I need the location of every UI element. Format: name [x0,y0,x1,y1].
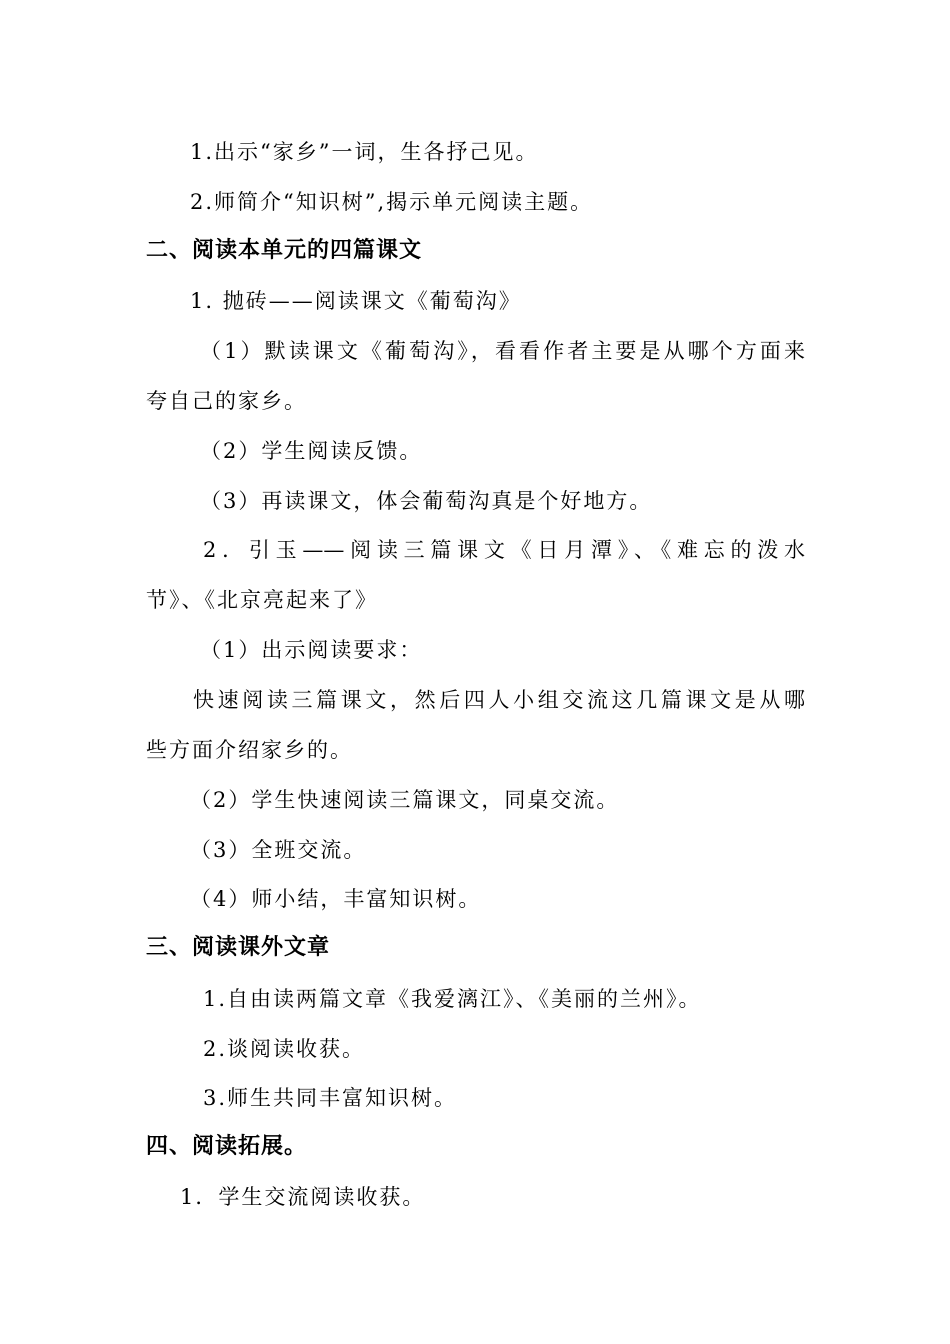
section-3-heading: 三、阅读课外文章 [146,935,331,960]
section-2-part-1-title: 1. 抛砖——阅读课文《葡萄沟》 [190,289,522,313]
section-2-part-2-title-line-2: 节》、《北京亮起来了》 [146,588,378,612]
section-2-part-1-step-1-line-1: （1）默读课文《葡萄沟》，看看作者主要是从哪个方面来 [200,339,805,363]
section-2-part-2-requirement-line-1: 快速阅读三篇课文，然后四人小组交流这几篇课文是从哪 [193,688,805,712]
section-3-item-1: 1.自由读两篇文章《我爱漓江》、《美丽的兰州》。 [203,987,702,1011]
section-2-part-1-step-2: （2）学生阅读反馈。 [200,439,423,463]
section-2-part-2-step-3: （3）全班交流。 [190,838,367,862]
section-4-heading: 四、阅读拓展。 [146,1134,308,1159]
section-2-part-2-step-1: （1）出示阅读要求： [200,638,423,662]
section-4-item-1: 1．学生交流阅读收获。 [180,1185,426,1209]
section-2-part-2-requirement-line-2: 些方面介绍家乡的。 [146,738,353,762]
section-3-item-2: 2.谈阅读收获。 [203,1037,366,1061]
section-2-part-1-step-1-line-2: 夸自己的家乡。 [146,389,307,413]
section-2-part-2-step-2: （2）学生快速阅读三篇课文，同桌交流。 [190,788,620,812]
section-3-item-3: 3.师生共同丰富知识树。 [203,1086,458,1110]
section-2-heading: 二、阅读本单元的四篇课文 [146,238,423,263]
intro-item-2: 2.师简介“知识树”,揭示单元阅读主题。 [190,190,594,214]
section-2-part-1-step-3: （3）再读课文，体会葡萄沟真是个好地方。 [200,489,653,513]
intro-item-1: 1.出示“家乡”一词，生各抒己见。 [190,140,539,164]
section-2-part-2-step-4: （4）师小结，丰富知识树。 [190,887,482,911]
section-2-part-2-title-line-1: 2．引玉——阅读三篇课文《日月潭》、《难忘的泼水 [203,538,805,562]
